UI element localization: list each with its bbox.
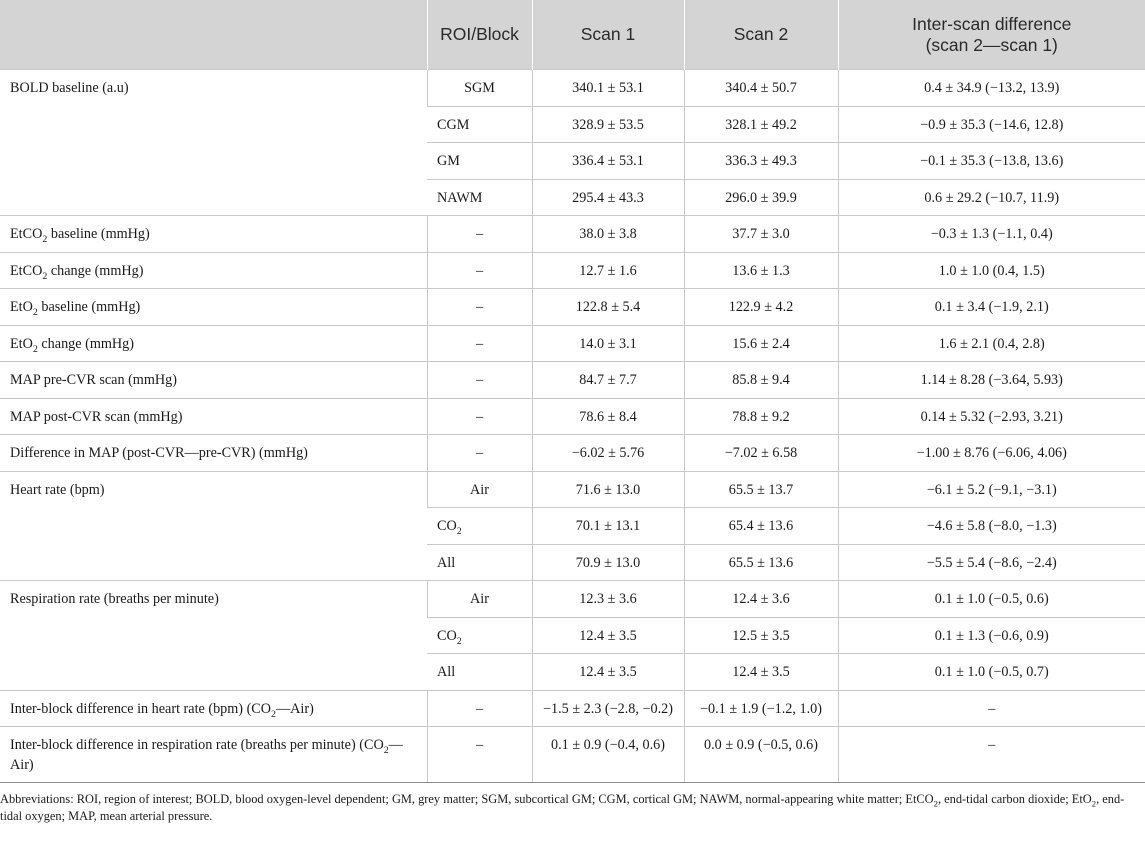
table-row (0, 252, 1145, 289)
header-inter-scan-difference: Inter-scan difference (scan 2—scan 1) (838, 0, 1145, 70)
diff-cell: 0.1 ± 1.0 (−0.5, 0.7) (838, 654, 1145, 691)
roi-cell: – (427, 727, 532, 783)
scan2-cell: 122.9 ± 4.2 (684, 289, 838, 326)
table-row (0, 325, 1145, 362)
scan1-cell: 12.4 ± 3.5 (532, 654, 684, 691)
row-label: Inter-block difference in heart rate (bpm) $(CO_2—Air)$ (0, 690, 427, 727)
table-row (0, 435, 1145, 472)
row-label: EtO$_2$ change (mmHg) (0, 325, 427, 362)
roi-cell: – (427, 398, 532, 435)
scan1-cell: 12.4 ± 3.5 (532, 617, 684, 654)
row-label: Respiration rate (breaths per minute) (0, 581, 427, 691)
roi-cell: – (427, 216, 532, 253)
scan1-cell: 328.9 ± 53.5 (532, 106, 684, 143)
scan1-cell: −1.5 ± 2.3 (−2.8, −0.2) (532, 690, 684, 727)
scan2-cell: 65.5 ± 13.7 (684, 471, 838, 508)
row-label: Difference in MAP (post-CVR—pre-CVR) (mmHg) (0, 435, 427, 472)
row-label: EtCO$_2$ baseline (mmHg) (0, 216, 427, 253)
scan1-cell: 38.0 ± 3.8 (532, 216, 684, 253)
roi-cell: – (427, 252, 532, 289)
diff-cell: −0.9 ± 35.3 (−14.6, 12.8) (838, 106, 1145, 143)
roi-cell: Air (427, 581, 532, 618)
roi-cell: – (427, 435, 532, 472)
scan1-cell: 14.0 ± 3.1 (532, 325, 684, 362)
row-label: Heart rate (bpm) (0, 471, 427, 581)
scan1-cell: 122.8 ± 5.4 (532, 289, 684, 326)
scan2-cell: −7.02 ± 6.58 (684, 435, 838, 472)
row-label: MAP post-CVR scan (mmHg) (0, 398, 427, 435)
diff-cell: – (838, 690, 1145, 727)
diff-cell: 0.14 ± 5.32 (−2.93, 3.21) (838, 398, 1145, 435)
table-row (0, 362, 1145, 399)
table-row (0, 727, 1145, 783)
table-row (0, 70, 1145, 107)
scan1-cell: −6.02 ± 5.76 (532, 435, 684, 472)
roi-cell: All (427, 654, 532, 691)
diff-cell: 1.14 ± 8.28 (−3.64, 5.93) (838, 362, 1145, 399)
diff-cell: 1.6 ± 2.1 (0.4, 2.8) (838, 325, 1145, 362)
scan2-cell: 12.5 ± 3.5 (684, 617, 838, 654)
row-label: EtCO$_2$ change (mmHg) (0, 252, 427, 289)
scan2-cell: 340.4 ± 50.7 (684, 70, 838, 107)
scan2-cell: 85.8 ± 9.4 (684, 362, 838, 399)
diff-cell: 0.1 ± 3.4 (−1.9, 2.1) (838, 289, 1145, 326)
scan1-cell: 12.7 ± 1.6 (532, 252, 684, 289)
scan1-cell: 70.9 ± 13.0 (532, 544, 684, 581)
scan2-cell: 328.1 ± 49.2 (684, 106, 838, 143)
table-row (0, 289, 1145, 326)
roi-cell: CGM (427, 106, 532, 143)
scan2-cell: 65.4 ± 13.6 (684, 508, 838, 545)
roi-cell: GM (427, 143, 532, 180)
diff-cell: −0.3 ± 1.3 (−1.1, 0.4) (838, 216, 1145, 253)
scan1-cell: 84.7 ± 7.7 (532, 362, 684, 399)
abbreviations-footnote: Abbreviations: ROI, region of interest; BOLD, blood oxygen-level dependent; GM, grey matter; SGM, subcortical GM; CGM, cortical GM; NAWM, normal-appearing white matter; EtCO$_2$, end-tidal carbon dioxide; EtO$_2$, end-tidal oxygen; MAP, mean arterial pressure. (0, 792, 1125, 823)
scan1-cell: 78.6 ± 8.4 (532, 398, 684, 435)
roi-cell: NAWM (427, 179, 532, 216)
table-row (0, 216, 1145, 253)
scan1-cell: 70.1 ± 13.1 (532, 508, 684, 545)
row-label: BOLD baseline (a.u) (0, 70, 427, 216)
scan1-cell: 12.3 ± 3.6 (532, 581, 684, 618)
row-label: EtO$_2$ baseline (mmHg) (0, 289, 427, 326)
roi-cell: SGM (427, 70, 532, 107)
header-scan-2: Scan 2 (684, 0, 838, 70)
scan1-cell: 340.1 ± 53.1 (532, 70, 684, 107)
header-scan-1: Scan 1 (532, 0, 684, 70)
roi-cell: All (427, 544, 532, 581)
scan2-cell: 15.6 ± 2.4 (684, 325, 838, 362)
diff-cell: 0.1 ± 1.3 (−0.6, 0.9) (838, 617, 1145, 654)
diff-cell: −5.5 ± 5.4 (−8.6, −2.4) (838, 544, 1145, 581)
scan1-cell: 295.4 ± 43.3 (532, 179, 684, 216)
roi-cell: Air (427, 471, 532, 508)
roi-cell: – (427, 289, 532, 326)
table-row (0, 690, 1145, 727)
scan2-cell: 336.3 ± 49.3 (684, 143, 838, 180)
row-label: MAP pre-CVR scan (mmHg) (0, 362, 427, 399)
diff-cell: −6.1 ± 5.2 (−9.1, −3.1) (838, 471, 1145, 508)
scan2-cell: 12.4 ± 3.5 (684, 654, 838, 691)
roi-cell: $CO_2$ (427, 508, 532, 545)
diff-cell: 0.1 ± 1.0 (−0.5, 0.6) (838, 581, 1145, 618)
scan2-cell: 78.8 ± 9.2 (684, 398, 838, 435)
scan2-cell: −0.1 ± 1.9 (−1.2, 1.0) (684, 690, 838, 727)
roi-cell: – (427, 362, 532, 399)
table-header (0, 0, 1145, 70)
scan2-cell: 13.6 ± 1.3 (684, 252, 838, 289)
table-row (0, 581, 1145, 618)
table-row (0, 471, 1145, 508)
scan2-cell: 65.5 ± 13.6 (684, 544, 838, 581)
scan2-cell: 296.0 ± 39.9 (684, 179, 838, 216)
diff-cell: −1.00 ± 8.76 (−6.06, 4.06) (838, 435, 1145, 472)
header-measure (0, 0, 427, 70)
row-label: Inter-block difference in respiration rate (breaths per minute) $(CO_2—Air)$ (0, 727, 427, 783)
scan2-cell: 37.7 ± 3.0 (684, 216, 838, 253)
diff-cell: 1.0 ± 1.0 (0.4, 1.5) (838, 252, 1145, 289)
scan2-cell: 12.4 ± 3.6 (684, 581, 838, 618)
header-roi-block: ROI/Block (427, 0, 532, 70)
scan1-cell: 0.1 ± 0.9 (−0.4, 0.6) (532, 727, 684, 783)
diff-cell: 0.4 ± 34.9 (−13.2, 13.9) (838, 70, 1145, 107)
scan2-cell: 0.0 ± 0.9 (−0.5, 0.6) (684, 727, 838, 783)
diff-cell: −0.1 ± 35.3 (−13.8, 13.6) (838, 143, 1145, 180)
diff-cell: −4.6 ± 5.8 (−8.0, −1.3) (838, 508, 1145, 545)
diff-cell: 0.6 ± 29.2 (−10.7, 11.9) (838, 179, 1145, 216)
roi-cell: – (427, 325, 532, 362)
roi-cell: – (427, 690, 532, 727)
scan1-cell: 336.4 ± 53.1 (532, 143, 684, 180)
scan1-cell: 71.6 ± 13.0 (532, 471, 684, 508)
roi-cell: $CO_2$ (427, 617, 532, 654)
diff-cell: – (838, 727, 1145, 783)
table-row (0, 398, 1145, 435)
